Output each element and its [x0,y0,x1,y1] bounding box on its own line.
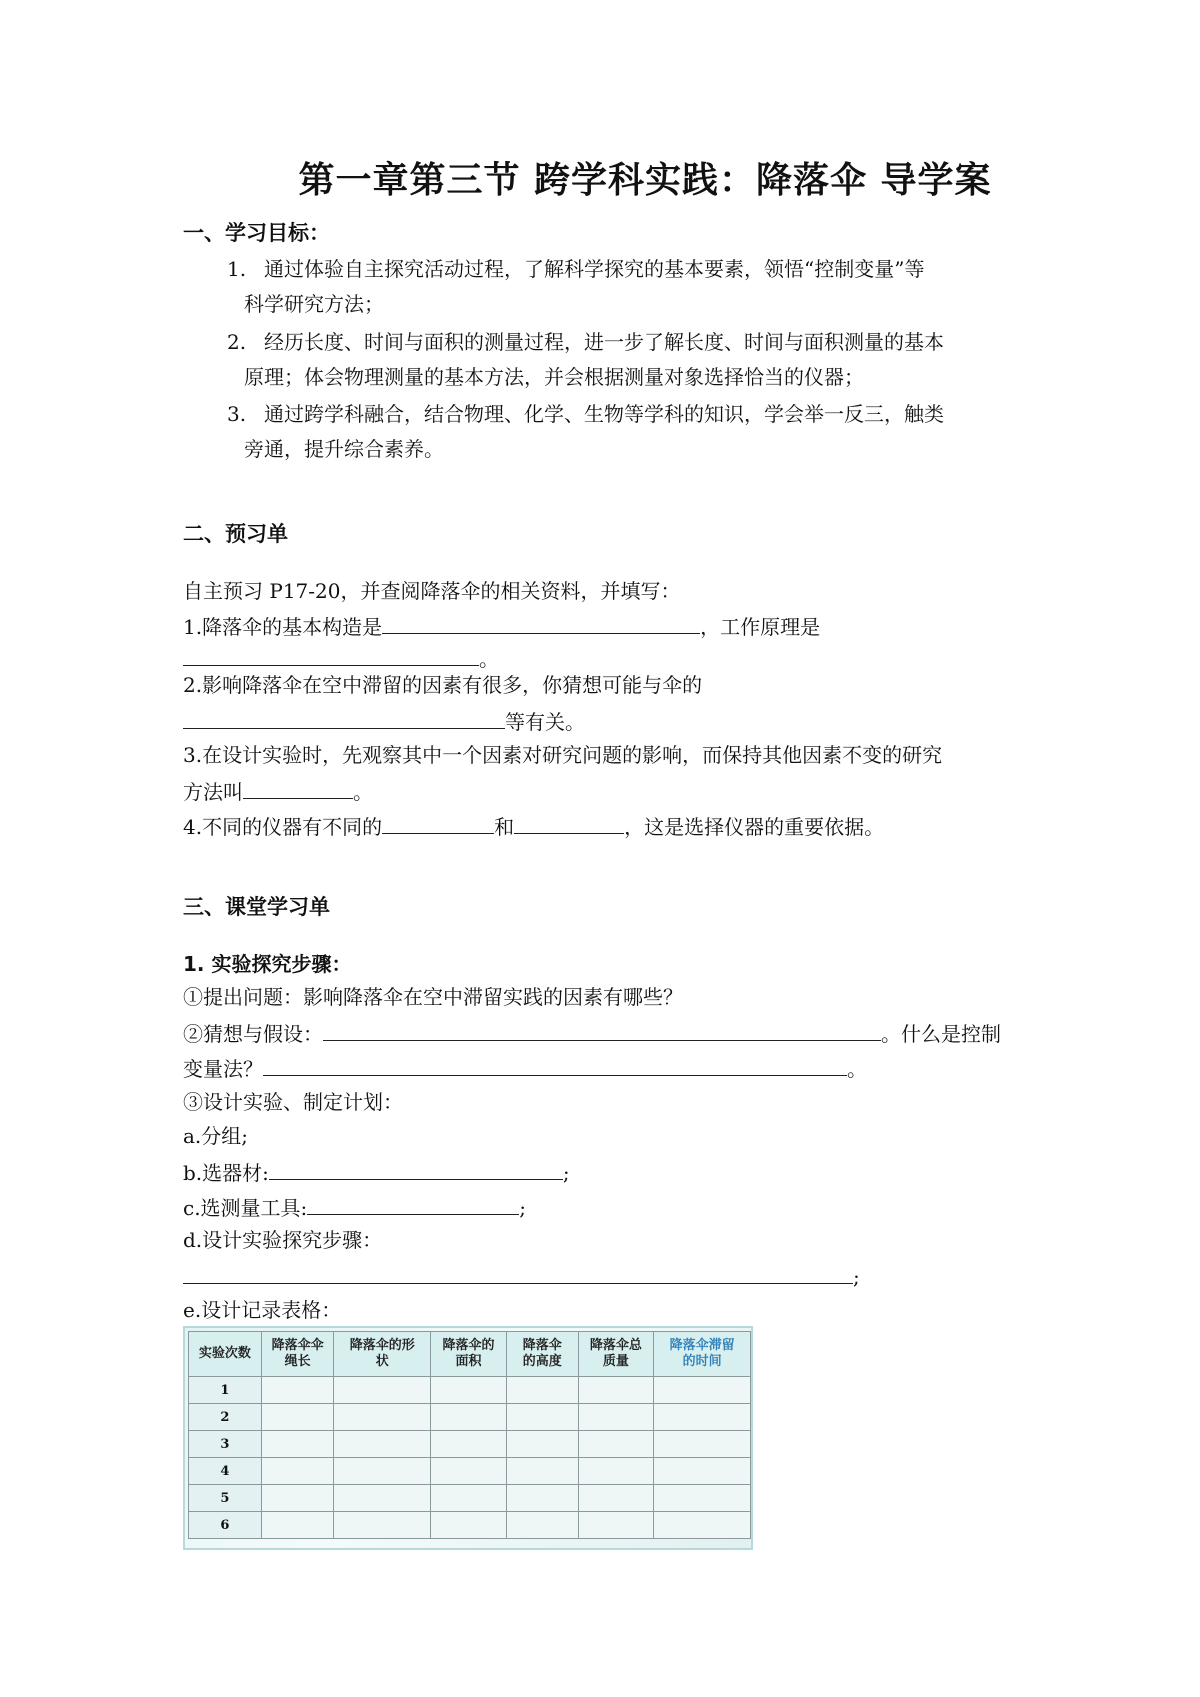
q4-blank-2[interactable] [514,811,624,834]
q3-blank-method[interactable] [243,776,353,799]
col-header-area: 降落伞的 面积 [431,1332,507,1377]
row-number: 6 [189,1512,262,1539]
s2-text-d: 。 [847,1057,867,1081]
preview-q1 [183,611,820,641]
table-cell[interactable] [506,1485,578,1512]
q4-text-b: 和 [494,815,515,839]
table-cell[interactable] [578,1431,654,1458]
table-header-row [189,1332,751,1377]
table-cell[interactable] [506,1404,578,1431]
table-cell[interactable] [578,1377,654,1404]
s2-text-a: ②猜想与假设： [183,1022,323,1046]
preview-q1-cont [183,643,499,673]
table-row [189,1512,751,1539]
row-number: 1 [189,1377,262,1404]
section-heading-goals: 一、学习目标： [183,221,330,245]
plan-b-end: ; [562,1161,570,1185]
plan-c-end: ; [519,1196,527,1220]
materials-blank[interactable] [269,1157,563,1180]
table-cell[interactable] [654,1431,751,1458]
table-cell[interactable] [506,1431,578,1458]
table-row [189,1431,751,1458]
q2-text-b: 等有关。 [505,710,585,734]
table-cell[interactable] [261,1458,334,1485]
plan-c-text: c.选测量工具: [183,1196,308,1220]
section-heading-preview: 二、预习单 [183,522,288,546]
classroom-sub1 [183,950,351,978]
plan-d-cont [183,1261,860,1291]
table-cell[interactable] [431,1431,507,1458]
preview-intro: 自主预习 P17-20，并查阅降落伞的相关资料，并填写： [183,579,681,603]
table-row [189,1404,751,1431]
goal-3-number: 3. [227,402,247,426]
table-cell[interactable] [654,1485,751,1512]
q3-text-c: 。 [353,780,373,804]
q3-text-b: 方法叫 [183,780,243,804]
q1-text-a: 1.降落伞的基本构造是 [183,615,383,639]
table-cell[interactable] [334,1512,431,1539]
preview-q4 [183,811,884,841]
step-plan: ③设计实验、制定计划： [183,1090,403,1114]
table-cell[interactable] [261,1512,334,1539]
table-cell[interactable] [654,1458,751,1485]
tools-blank[interactable] [307,1192,519,1215]
table-row [189,1458,751,1485]
table-cell[interactable] [578,1512,654,1539]
q4-text-a: 4.不同的仪器有不同的 [183,815,383,839]
plan-d-end: ; [853,1265,860,1289]
plan-a: a.分组; [183,1124,249,1148]
table-cell[interactable] [654,1512,751,1539]
goal-1-number: 1. [227,257,247,281]
table-cell[interactable] [261,1431,334,1458]
col-header-height: 降落伞 的高度 [506,1332,578,1377]
control-variable-blank[interactable] [263,1053,847,1076]
record-table-container [183,1326,753,1550]
preview-q3: 3.在设计实验时，先观察其中一个因素对研究问题的影响，而保持其他因素不变的研究 [183,743,943,767]
section-heading-classroom: 三、课堂学习单 [183,895,330,919]
table-row [189,1377,751,1404]
table-cell[interactable] [654,1404,751,1431]
col-header-rope-length: 降落伞伞 绳长 [261,1332,334,1377]
q1-text-b: ，工作原理是 [700,615,821,639]
s2-text-c: 变量法？ [183,1057,263,1081]
preview-q2-cont [183,706,585,736]
goal-1-line2: 科学研究方法； [244,292,384,316]
s2-text-b: 。什么是控制 [881,1022,1001,1046]
q4-blank-1[interactable] [382,811,494,834]
step-hypothesis [183,1018,1001,1048]
plan-c [183,1192,526,1222]
record-table [188,1331,751,1539]
q4-text-c: ，这是选择仪器的重要依据。 [624,815,885,839]
table-cell[interactable] [261,1404,334,1431]
table-cell[interactable] [334,1404,431,1431]
goal-3-line1: 通过跨学科融合，结合物理、化学、生物等学科的知识，学会举一反三，触类 [264,402,944,426]
row-number: 2 [189,1404,262,1431]
table-cell[interactable] [578,1485,654,1512]
q1-blank-structure[interactable] [382,611,700,634]
table-cell[interactable] [261,1485,334,1512]
col-header-time: 降落伞滞留 的时间 [654,1332,751,1377]
goal-2-line2: 原理；体会物理测量的基本方法，并会根据测量对象选择恰当的仪器； [244,365,864,389]
table-cell[interactable] [334,1458,431,1485]
table-cell[interactable] [431,1404,507,1431]
hypothesis-blank[interactable] [323,1018,881,1041]
table-cell[interactable] [334,1485,431,1512]
table-cell[interactable] [334,1431,431,1458]
goal-2-number: 2. [227,330,247,354]
steps-subheading: 1. 实验探究步骤： [183,952,352,976]
table-cell[interactable] [654,1377,751,1404]
steps-blank[interactable] [183,1261,853,1284]
table-cell[interactable] [334,1377,431,1404]
q1-text-c: 。 [479,647,499,671]
table-cell[interactable] [431,1458,507,1485]
preview-q2: 2.影响降落伞在空中滞留的因素有很多，你猜想可能与伞的 [183,673,703,697]
col-header-mass: 降落伞总 质量 [578,1332,654,1377]
table-cell[interactable] [431,1377,507,1404]
table-cell[interactable] [506,1377,578,1404]
col-header-shape: 降落伞的形 状 [334,1332,431,1377]
plan-b-text: b.选器材: [183,1161,269,1185]
plan-b [183,1157,570,1187]
row-number: 5 [189,1485,262,1512]
step-question: ①提出问题：影响降落伞在空中滞留实践的因素有哪些？ [183,985,683,1009]
table-cell[interactable] [578,1404,654,1431]
table-cell[interactable] [506,1458,578,1485]
goal-1-line1: 通过体验自主探究活动过程，了解科学探究的基本要素，领悟“控制变量”等 [264,257,925,281]
row-number: 3 [189,1431,262,1458]
col-header-trial: 实验次数 [189,1332,262,1377]
table-row [189,1485,751,1512]
plan-e: e.设计记录表格： [183,1298,342,1322]
row-number: 4 [189,1458,262,1485]
table-cell[interactable] [261,1377,334,1404]
goal-3-line2: 旁通，提升综合素养。 [244,437,444,461]
q2-blank-factors[interactable] [183,706,505,729]
preview-q3-cont [183,776,373,806]
goal-2-line1: 经历长度、时间与面积的测量过程，进一步了解长度、时间与面积测量的基本 [264,330,944,354]
table-cell[interactable] [431,1485,507,1512]
step-hypothesis-cont [183,1053,867,1083]
page-title: 第一章第三节 跨学科实践：降落伞 导学案 [298,160,992,201]
plan-d: d.设计实验探究步骤： [183,1228,383,1252]
q1-blank-principle[interactable] [183,643,479,666]
table-cell[interactable] [578,1458,654,1485]
table-cell[interactable] [506,1512,578,1539]
table-cell[interactable] [431,1512,507,1539]
